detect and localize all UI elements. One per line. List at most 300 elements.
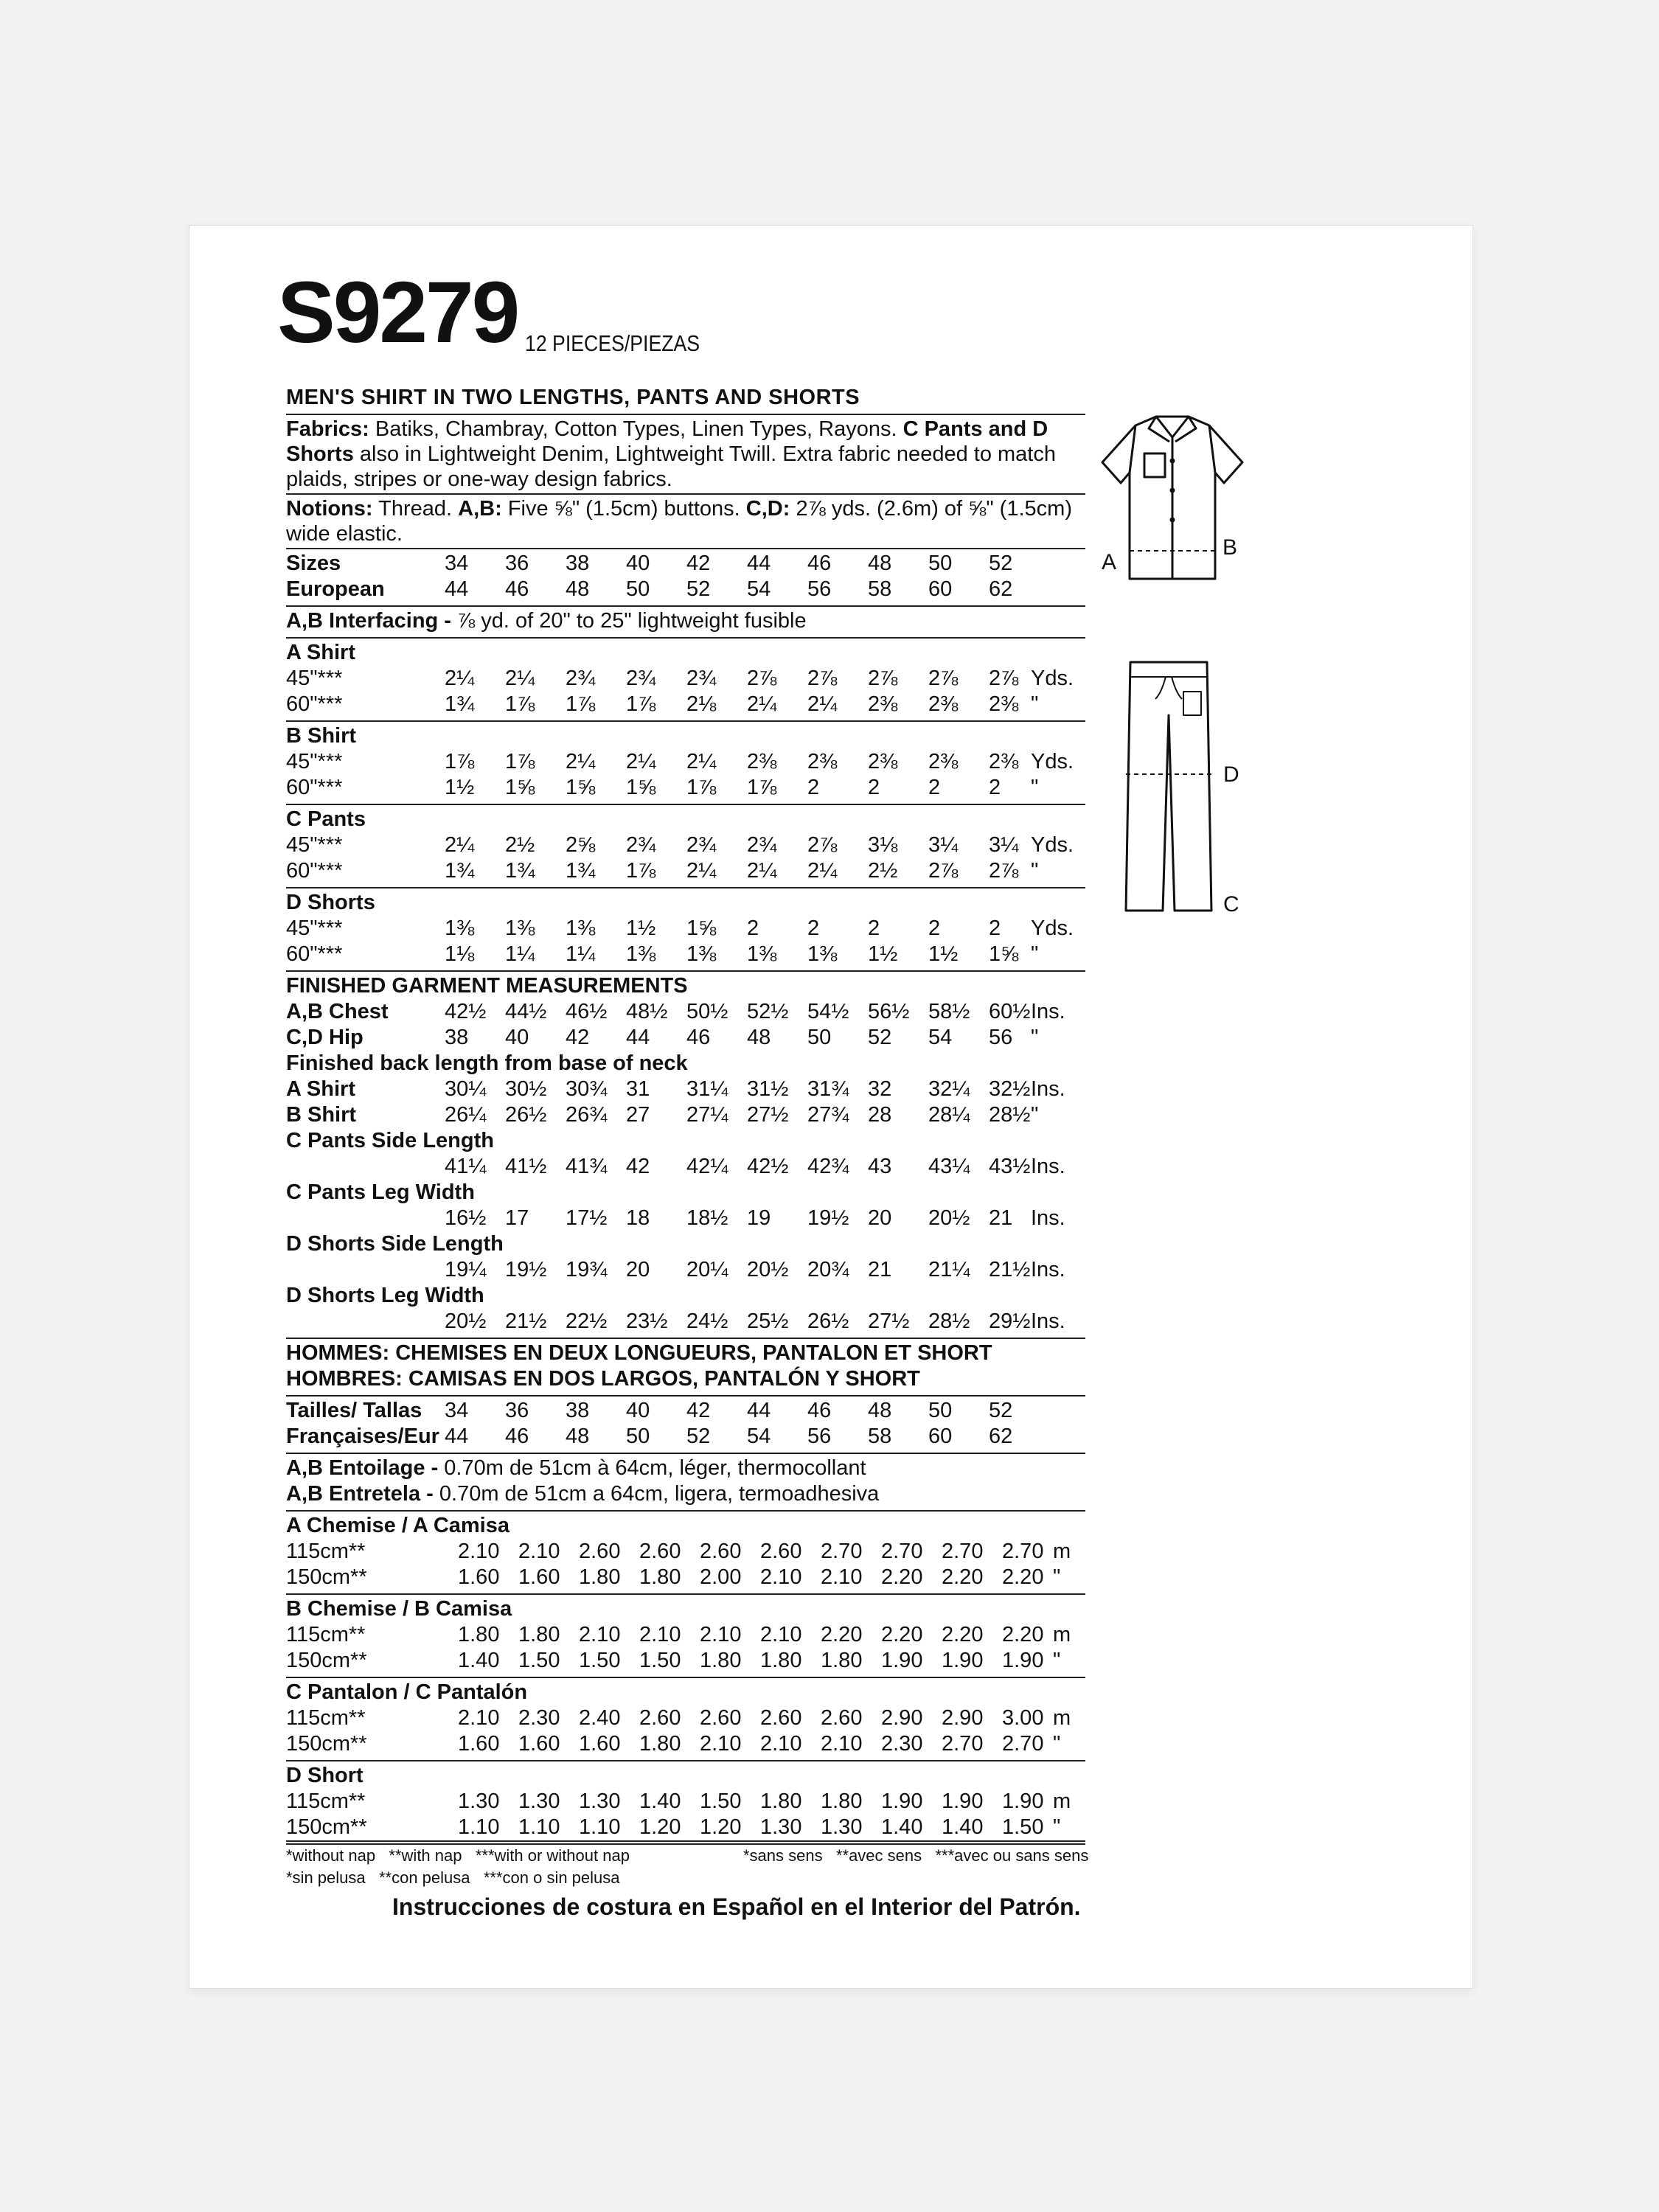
value-cell: 2.20 [942, 1565, 984, 1589]
value-cell: 2.70 [942, 1540, 984, 1563]
value-cell: 1⅞ [505, 750, 535, 773]
value-cell: 2.10 [518, 1540, 560, 1563]
label-C: C [1223, 892, 1239, 917]
value-cell: 52 [989, 552, 1013, 575]
notions-text-2: Five ⅝" (1.5cm) buttons. [501, 497, 746, 521]
value-cell: 1.90 [881, 1790, 923, 1813]
unit-label: " [1053, 1565, 1061, 1589]
value-cell: 38 [445, 1026, 469, 1049]
value-cell: 2¼ [807, 692, 838, 716]
value-cell: 56 [989, 1026, 1013, 1049]
value-cell: 40 [626, 552, 650, 575]
value-cell: 2⅞ [807, 833, 838, 857]
yardage-row [286, 666, 1085, 692]
value-cell: 1.80 [760, 1649, 802, 1672]
value-cell: 50 [626, 577, 650, 601]
value-cell: 1.30 [821, 1815, 863, 1839]
value-cell: 42 [566, 1026, 590, 1049]
yardage-row [286, 1789, 1085, 1815]
value-cell: 1.10 [579, 1815, 621, 1839]
value-cell: 1⅝ [505, 776, 535, 799]
value-cell: 1⅝ [686, 917, 717, 940]
yardage-row [286, 832, 1085, 858]
value-cell: 56½ [868, 1000, 910, 1023]
value-cell: 27¼ [686, 1103, 728, 1127]
yardage-group [286, 722, 1085, 805]
value-cell: 30¼ [445, 1077, 487, 1101]
value-cell: 2.60 [639, 1706, 681, 1730]
notions-section [286, 495, 1085, 549]
value-cell: 38 [566, 1399, 590, 1422]
fabric-width-label: 60"*** [286, 776, 343, 799]
yardage-row [286, 775, 1085, 801]
value-cell: 52½ [747, 1000, 789, 1023]
yardage-row [286, 749, 1085, 775]
pants-body [1126, 662, 1211, 911]
value-cell: 1.60 [518, 1565, 560, 1589]
value-cell: 1⅜ [686, 942, 717, 966]
value-cell: 40 [626, 1399, 650, 1422]
value-cell: 46 [686, 1026, 711, 1049]
value-cell: 25½ [747, 1310, 789, 1333]
value-cell: 2¼ [445, 833, 475, 857]
value-cell: 2.20 [942, 1623, 984, 1646]
value-cell: 2⅞ [928, 859, 959, 883]
value-cell: 58½ [928, 1000, 970, 1023]
row-label: A,B Chest [286, 1000, 389, 1023]
value-cell: 50 [626, 1425, 650, 1448]
value-cell: 54 [928, 1026, 953, 1049]
unit-label: m [1053, 1540, 1071, 1563]
value-cell: 44 [747, 552, 771, 575]
value-cell: 2 [989, 776, 1001, 799]
value-cell: 24½ [686, 1310, 728, 1333]
yardage-row [286, 1705, 1085, 1731]
yardage-row [286, 942, 1085, 967]
value-cell: 2⅞ [868, 667, 898, 690]
value-cell: 2¼ [626, 750, 656, 773]
value-cell: 2.00 [700, 1565, 742, 1589]
value-cell: 1⅝ [989, 942, 1019, 966]
value-cell: 1¼ [505, 942, 535, 966]
value-cell: 1.90 [1002, 1790, 1044, 1813]
value-cell: 3.00 [1002, 1706, 1044, 1730]
spanish-instructions-note: Instrucciones de costura en Español en el Interior del Patrón. [392, 1893, 1081, 1920]
value-cell: 1⅛ [445, 942, 475, 966]
value-cell: 2 [928, 776, 941, 799]
yardage-row [286, 916, 1085, 942]
english-title: MEN'S SHIRT IN TWO LENGTHS, PANTS AND SHORTS [286, 385, 1085, 415]
unit-label: Ins. [1031, 1258, 1065, 1281]
fabrics-label: Fabrics: [286, 417, 369, 441]
value-cell: 31¾ [807, 1077, 849, 1101]
value-cell: 44 [626, 1026, 650, 1049]
fabric-width-label: 150cm** [286, 1732, 367, 1756]
value-cell: 2.10 [579, 1623, 621, 1646]
unit-label: " [1031, 942, 1039, 966]
value-cell: 2.60 [579, 1540, 621, 1563]
value-cell: 22½ [566, 1310, 608, 1333]
unit-label: m [1053, 1623, 1071, 1646]
value-cell: 2¼ [445, 667, 475, 690]
value-cell: 2.60 [700, 1540, 742, 1563]
value-cell: 2¼ [747, 692, 777, 716]
value-cell: 1.50 [579, 1649, 621, 1672]
value-cell: 2.30 [881, 1732, 923, 1756]
unit-label: " [1031, 1026, 1039, 1049]
value-cell: 1⅞ [686, 776, 717, 799]
value-cell: 48 [868, 1399, 892, 1422]
value-cell: 1.90 [881, 1649, 923, 1672]
entretela-text: 0.70m de 51cm a 64cm, ligera, termoadhesiva [433, 1482, 880, 1506]
yardage-row [286, 858, 1085, 884]
value-cell: 46 [505, 577, 529, 601]
value-cell: 2¼ [747, 859, 777, 883]
value-cell: 2⅜ [928, 750, 959, 773]
value-cell: 2⅝ [566, 833, 596, 857]
value-cell: 19 [747, 1206, 771, 1230]
intl-title-section [286, 1339, 1085, 1397]
value-cell: 2.70 [881, 1540, 923, 1563]
intl-eur-row [286, 1424, 1085, 1450]
unit-label: Ins. [1031, 1155, 1065, 1178]
value-cell: 52 [989, 1399, 1013, 1422]
value-cell: 2.10 [760, 1732, 802, 1756]
value-cell: 1½ [928, 942, 959, 966]
value-cell: 52 [686, 1425, 711, 1448]
value-cell: 1⅜ [566, 917, 596, 940]
value-cell: 32¼ [928, 1077, 970, 1101]
value-cell: 19½ [807, 1206, 849, 1230]
shirt-labels [1099, 531, 1253, 575]
value-cell: 2.20 [881, 1623, 923, 1646]
interfacing-section [286, 607, 1085, 639]
value-cell: 31 [626, 1077, 650, 1101]
value-cell: 20 [868, 1206, 892, 1230]
piece-count: 12 PIECES/PIEZAS [525, 330, 700, 356]
value-cell: 42¾ [807, 1155, 849, 1178]
unit-label: Yds. [1031, 667, 1074, 690]
pants-side-label: C Pants Side Length [286, 1129, 494, 1152]
notions-text-3: 2⅞ yds. (2.6m) of ⅝" (1.5cm) wide elastic. [286, 497, 1072, 546]
shorts-side-row [286, 1257, 1085, 1283]
value-cell: 56 [807, 577, 832, 601]
garment-name: C Pantalon / C Pantalón [286, 1680, 528, 1704]
value-cell: 42¼ [686, 1155, 728, 1178]
fabric-width-label: 45"*** [286, 750, 343, 773]
value-cell: 1.80 [821, 1649, 863, 1672]
value-cell: 46½ [566, 1000, 608, 1023]
value-cell: 18 [626, 1206, 650, 1230]
value-cell: 31¼ [686, 1077, 728, 1101]
value-cell: 1¾ [505, 859, 535, 883]
yardage-row [286, 1539, 1085, 1565]
value-cell: 1.60 [579, 1732, 621, 1756]
value-cell: 20½ [747, 1258, 789, 1281]
value-cell: 2.60 [821, 1706, 863, 1730]
value-cell: 1.30 [518, 1790, 560, 1813]
garment-name: A Shirt [286, 641, 355, 664]
value-cell: 2¼ [686, 859, 717, 883]
unit-label: Yds. [1031, 750, 1074, 773]
pants-side-row [286, 1154, 1085, 1180]
unit-label: " [1053, 1649, 1061, 1672]
value-cell: 2.70 [1002, 1540, 1044, 1563]
unit-label: " [1031, 776, 1039, 799]
value-cell: 1⅝ [566, 776, 596, 799]
value-cell: 2.10 [821, 1565, 863, 1589]
value-cell: 1⅞ [566, 692, 596, 716]
value-cell: 1.20 [639, 1815, 681, 1839]
value-cell: 46 [505, 1425, 529, 1448]
value-cell: 2 [989, 917, 1001, 940]
value-cell: 2⅜ [868, 692, 898, 716]
value-cell: 2¾ [686, 667, 717, 690]
european-row [286, 577, 1085, 602]
value-cell: 41¾ [566, 1155, 608, 1178]
intl-yardage [286, 1512, 1085, 1845]
value-cell: 52 [868, 1026, 892, 1049]
footnote-spanish: *sin pelusa **con pelusa ***con o sin pelusa [286, 1868, 620, 1887]
shorts-side-label: D Shorts Side Length [286, 1232, 504, 1256]
b-shirt-length-row [286, 1102, 1085, 1128]
value-cell: 2.10 [700, 1623, 742, 1646]
value-cell: 1.80 [700, 1649, 742, 1672]
value-cell: 26¾ [566, 1103, 608, 1127]
shorts-leg-row [286, 1309, 1085, 1335]
value-cell: 1.90 [1002, 1649, 1044, 1672]
value-cell: 36 [505, 552, 529, 575]
value-cell: 2 [868, 776, 880, 799]
unit-label: Ins. [1031, 1310, 1065, 1333]
garment-name: B Chemise / B Camisa [286, 1597, 512, 1621]
value-cell: 38 [566, 552, 590, 575]
value-cell: 2⅜ [747, 750, 777, 773]
value-cell: 1⅞ [505, 692, 535, 716]
value-cell: 2⅞ [807, 667, 838, 690]
value-cell: 46 [807, 552, 832, 575]
value-cell: 2 [747, 917, 759, 940]
value-cell: 1.80 [639, 1565, 681, 1589]
value-cell: 1.10 [458, 1815, 500, 1839]
value-cell: 60 [928, 1425, 953, 1448]
value-cell: 1.50 [518, 1649, 560, 1672]
value-cell: 54 [747, 1425, 771, 1448]
value-cell: 1.90 [942, 1790, 984, 1813]
value-cell: 42 [686, 552, 711, 575]
fabric-width-label: 115cm** [286, 1623, 366, 1646]
value-cell: 1¼ [566, 942, 596, 966]
value-cell: 2⅜ [868, 750, 898, 773]
value-cell: 52 [686, 577, 711, 601]
value-cell: 1⅜ [445, 917, 475, 940]
value-cell: 1.40 [881, 1815, 923, 1839]
garment-name: D Short [286, 1764, 364, 1787]
interfacing-text: ⅞ yd. of 20" to 25" lightweight fusible [451, 609, 807, 633]
value-cell: 2½ [505, 833, 535, 857]
value-cell: 42 [686, 1399, 711, 1422]
pants-labels [1220, 752, 1250, 922]
value-cell: 34 [445, 552, 469, 575]
fabric-width-label: 115cm** [286, 1540, 366, 1563]
value-cell: 1.30 [579, 1790, 621, 1813]
finished-title: FINISHED GARMENT MEASUREMENTS [286, 974, 688, 998]
value-cell: 1⅞ [445, 750, 475, 773]
sizes-label: Sizes [286, 552, 341, 575]
value-cell: 3¼ [989, 833, 1019, 857]
shorts-leg-label: D Shorts Leg Width [286, 1284, 484, 1307]
value-cell: 2.90 [881, 1706, 923, 1730]
value-cell: 2.30 [518, 1706, 560, 1730]
yardage-group [286, 1512, 1085, 1595]
intl-sizes-row [286, 1398, 1085, 1424]
unit-label: " [1053, 1815, 1061, 1839]
value-cell: 2.70 [1002, 1732, 1044, 1756]
pattern-info-table [286, 385, 1085, 1845]
value-cell: 58 [868, 1425, 892, 1448]
value-cell: 17½ [566, 1206, 608, 1230]
unit-label: Ins. [1031, 1000, 1065, 1023]
interfacing-row [286, 608, 1085, 634]
value-cell: 2.60 [639, 1540, 681, 1563]
value-cell: 2¾ [626, 833, 656, 857]
value-cell: 41½ [505, 1155, 547, 1178]
a-shirt-length-row [286, 1077, 1085, 1102]
value-cell: 44½ [505, 1000, 547, 1023]
notions-ab: A,B: [458, 497, 502, 521]
value-cell: 19¼ [445, 1258, 487, 1281]
yardage-row [286, 1731, 1085, 1757]
value-cell: 2 [807, 917, 820, 940]
value-cell: 48½ [626, 1000, 668, 1023]
value-cell: 21 [868, 1258, 892, 1281]
unit-label: " [1053, 1732, 1061, 1756]
value-cell: 30½ [505, 1077, 547, 1101]
value-cell: 17 [505, 1206, 529, 1230]
value-cell: 2.60 [700, 1706, 742, 1730]
intl-interfacing-section [286, 1454, 1085, 1512]
value-cell: 1⅞ [626, 692, 656, 716]
pants-illustration [1117, 656, 1220, 916]
value-cell: 2.20 [881, 1565, 923, 1589]
value-cell: 2⅞ [928, 667, 959, 690]
value-cell: 1.60 [518, 1732, 560, 1756]
value-cell: 18½ [686, 1206, 728, 1230]
value-cell: 1.90 [942, 1649, 984, 1672]
fabric-width-label: 150cm** [286, 1565, 367, 1589]
value-cell: 44 [445, 577, 469, 601]
value-cell: 1.50 [1002, 1815, 1044, 1839]
value-cell: 2¾ [566, 667, 596, 690]
pants-leg-label: C Pants Leg Width [286, 1180, 475, 1204]
fabric-width-label: 150cm** [286, 1815, 367, 1839]
value-cell: 30¾ [566, 1077, 608, 1101]
label-A: A [1102, 550, 1117, 574]
value-cell: 21 [989, 1206, 1013, 1230]
value-cell: 1.80 [639, 1732, 681, 1756]
value-cell: 48 [566, 577, 590, 601]
value-cell: 1.40 [942, 1815, 984, 1839]
entretela-label: A,B Entretela - [286, 1482, 434, 1506]
garment-name: A Chemise / A Camisa [286, 1514, 509, 1537]
hip-row [286, 1025, 1085, 1051]
value-cell: 1½ [626, 917, 656, 940]
fabrics-section [286, 415, 1085, 495]
pattern-number: S9279 [277, 264, 518, 361]
notions-cd: C,D: [745, 497, 790, 521]
unit-label: " [1031, 692, 1039, 716]
french-title: HOMMES: CHEMISES EN DEUX LONGUEURS, PANTALON ET SHORT [286, 1341, 992, 1365]
value-cell: 2¼ [566, 750, 596, 773]
yardage-group [286, 1595, 1085, 1678]
value-cell: 1⅜ [505, 917, 535, 940]
value-cell: 1.30 [760, 1815, 802, 1839]
value-cell: 2.40 [579, 1706, 621, 1730]
value-cell: 29½ [989, 1310, 1031, 1333]
value-cell: 1⅞ [747, 776, 777, 799]
value-cell: 2¼ [505, 667, 535, 690]
yardage-group [286, 1678, 1085, 1761]
entoilage-label: A,B Entoilage - [286, 1456, 439, 1480]
value-cell: 1.80 [518, 1623, 560, 1646]
value-cell: 62 [989, 577, 1013, 601]
footnotes [286, 1840, 1089, 1889]
value-cell: 42 [626, 1155, 650, 1178]
value-cell: 1.80 [579, 1565, 621, 1589]
entoilage-row [286, 1455, 1085, 1481]
value-cell: 27½ [747, 1103, 789, 1127]
value-cell: 43¼ [928, 1155, 970, 1178]
value-cell: 2⅜ [989, 692, 1019, 716]
notions-text: Thread. [372, 497, 459, 521]
value-cell: 1⅞ [626, 859, 656, 883]
value-cell: 54½ [807, 1000, 849, 1023]
value-cell: 28 [868, 1103, 892, 1127]
unit-label: m [1053, 1706, 1071, 1730]
value-cell: 2.70 [942, 1732, 984, 1756]
value-cell: 2.20 [821, 1623, 863, 1646]
sizes-section [286, 549, 1085, 607]
value-cell: 27 [626, 1103, 650, 1127]
label-D: D [1223, 762, 1239, 787]
value-cell: 48 [747, 1026, 771, 1049]
fabric-width-label: 60"*** [286, 692, 343, 716]
fabric-width-label: 60"*** [286, 942, 343, 966]
value-cell: 2⅞ [989, 667, 1019, 690]
yardage-row [286, 1622, 1085, 1648]
value-cell: 28¼ [928, 1103, 970, 1127]
value-cell: 58 [868, 577, 892, 601]
value-cell: 2⅜ [807, 750, 838, 773]
value-cell: 2⅜ [928, 692, 959, 716]
value-cell: 2¾ [686, 833, 717, 857]
value-cell: 1.50 [639, 1649, 681, 1672]
interfacing-label: A,B Interfacing - [286, 609, 451, 633]
value-cell: 2.10 [760, 1565, 802, 1589]
value-cell: 21¼ [928, 1258, 970, 1281]
value-cell: 1.20 [700, 1815, 742, 1839]
chest-row [286, 999, 1085, 1025]
fabric-width-label: 60"*** [286, 859, 343, 883]
value-cell: 21½ [989, 1258, 1031, 1281]
value-cell: 2.10 [458, 1706, 500, 1730]
value-cell: 3¼ [928, 833, 959, 857]
value-cell: 44 [445, 1425, 469, 1448]
value-cell: 1⅜ [626, 942, 656, 966]
value-cell: 2.10 [700, 1732, 742, 1756]
value-cell: 1.40 [639, 1790, 681, 1813]
value-cell: 2¾ [626, 667, 656, 690]
